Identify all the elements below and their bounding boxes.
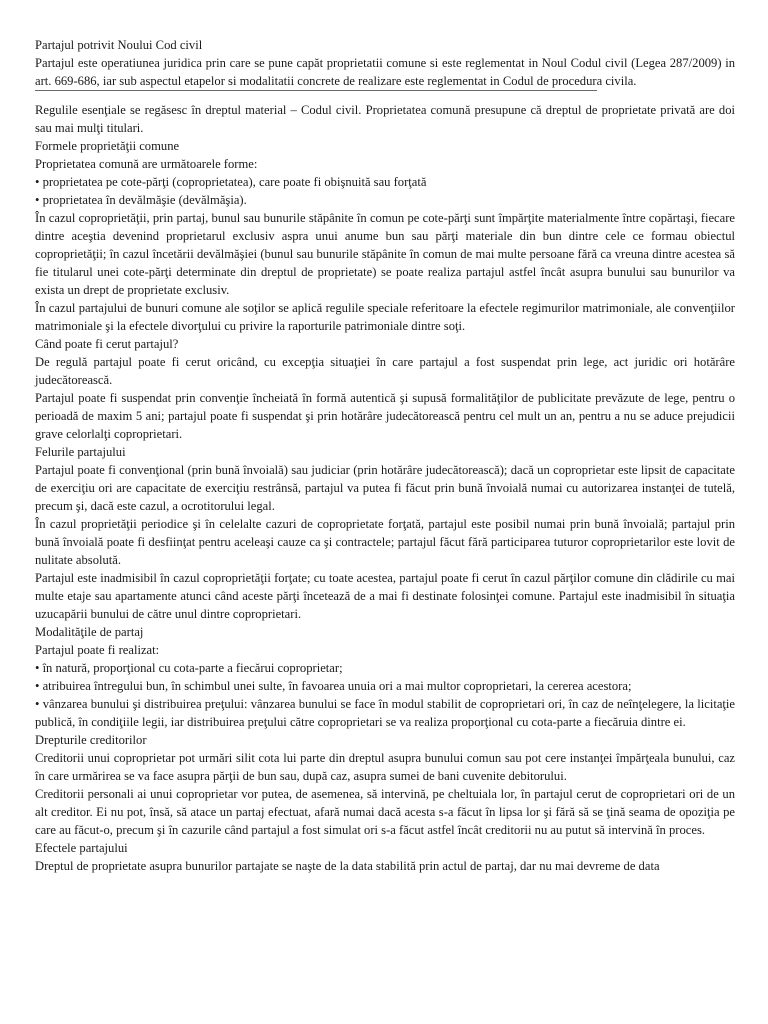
intro-paragraph: Partajul este operatiunea juridica prin care se pune capăt proprietatii comune si este reglementat in Noul Codul civil (Legea 287/2009) in art. 669-686, iar sub aspectul etapelor si modalitatii concrete de realizare este reglementat in Codul de procedura civila. (35, 56, 735, 88)
bullet-item: • vânzarea bunului şi distribuirea preţului: vânzarea bunului se face în modul stabilit de coproprietari ori, în caz de neînţelegere, la licitaţie publică, în condiţiile legii, iar distribuirea preţului către coproprietari se va realiza proporţional cu cota-parte a fiecăruia dintre ei. (35, 695, 735, 731)
paragraph: De regulă partajul poate fi cerut oricând, cu excepţia situaţiei în care partajul a fost suspendat prin lege, act juridic ori hotărâre judecătorească. (35, 355, 735, 387)
intro-title: Partajul potrivit Noului Cod civil (35, 38, 203, 52)
intro-section (35, 36, 735, 90)
document-body (35, 101, 735, 875)
bullet-item: • atribuirea întregului bun, în schimbul unei sulte, în favoarea unuia ori a mai multor coproprietari, la cererea acestora; (35, 677, 735, 695)
paragraph: În cazul partajului de bunuri comune ale soţilor se aplică regulile speciale referitoare la efectele regimurilor matrimoniale, ale convenţiilor matrimoniale şi la efectele divorţului cu privire la raporturile patrimoniale dintre soţi. (35, 301, 735, 333)
paragraph: Partajul este inadmisibil în cazul coproprietăţii forţate; cu toate acestea, partajul poate fi cerut în cazul părţilor comune din clădirile cu mai multe etaje sau apartamente atunci când aceste părţi încetează de a mai fi destinate folosinţei comune. Partajul este inadmisibil în situaţia uzucapării bunului de către unul dintre coproprietari. (35, 571, 735, 621)
paragraph: În cazul coproprietăţii, prin partaj, bunul sau bunurile stăpânite în comun pe cote-părţi sunt împărţite materialmente între copărtaşi, fiecare dintre aceştia devenind proprietarul exclusiv aspra unui anume bun sau părţi materiale din bun dintre cele ce formau obiectul coproprietăţii; în cazul încetării devălmăşiei (bunul sau bunurile stăpânite în comun de mai multe persoane fără ca vreuna dintre acestea să fie titularul unei cote-părţi determinate din dreptul de proprietate) se poate realiza partajul astfel încât asupra bunului sau bunurilor va exista un drept de proprietate exclusiv. (35, 211, 735, 297)
section-heading: Modalităţile de partaj (35, 625, 144, 639)
paragraph: Regulile esenţiale se regăsesc în dreptul material – Codul civil. Proprietatea comună presupune că dreptul de proprietate privată are doi sau mai mulţi titulari. (35, 103, 735, 135)
section-heading: Formele proprietăţii comune (35, 139, 180, 153)
paragraph: Creditorii personali ai unui coproprietar vor putea, de asemenea, să intervină, pe cheltuiala lor, în partajul cerut de coproprietari ori de un alt creditor. Ei nu pot, însă, să atace un partaj efectuat, afară numai dacă acesta s-a făcut în lipsa lor şi fără să se ţină seama de opoziţia pe care au făcut-o, precum şi în cazurile când partajul a fost simulat ori s-a făcut astfel încât creditorii nu au putut să intervină în proces. (35, 787, 735, 837)
paragraph: Partajul poate fi suspendat prin convenţie încheiată în formă autentică şi supusă formalităţilor de publicitate prevăzute de lege, pentru o perioadă de maxim 5 ani; partajul poate fi suspendat şi prin hotărâre judecătorească pentru cel mult un an, pentru a nu se aduce prejudicii grave celorlalţi coproprietari. (35, 391, 735, 441)
paragraph: Partajul poate fi convenţional (prin bună învoială) sau judiciar (prin hotărâre judecătorească); dacă un coproprietar este lipsit de capacitate de exerciţiu ori are capacitate de exerciţiu restrânsă, partajul va putea fi făcut prin bună învoială numai cu autorizarea instanţei de tutelă, precum şi, dacă este cazul, a ocrotitorului legal. (35, 463, 735, 513)
section-heading: Efectele partajului (35, 841, 128, 855)
bullet-item: • proprietatea pe cote-părţi (coproprietatea), care poate fi obişnuită sau forţată (35, 173, 735, 191)
bullet-item: • în natură, proporţional cu cota-parte a fiecărui coproprietar; (35, 659, 735, 677)
paragraph: În cazul proprietăţii periodice şi în celelalte cazuri de coproprietate forţată, partajul este posibil numai prin bună învoială; partajul prin bună învoială poate fi desfiinţat pentru aceleaşi cauze ca şi contractele; partajul făcut fără participarea tuturor coproprietarilor este lovit de nulitate absolută. (35, 517, 735, 567)
section-heading: Când poate fi cerut partajul? (35, 337, 179, 351)
section-heading: Drepturile creditorilor (35, 733, 147, 747)
paragraph: Dreptul de proprietate asupra bunurilor partajate se naşte de la data stabilită prin actul de partaj, dar nu mai devreme de data (35, 859, 660, 873)
paragraph: Partajul poate fi realizat: (35, 643, 160, 657)
section-heading: Felurile partajului (35, 445, 126, 459)
spacer (35, 91, 735, 101)
paragraph: Proprietatea comună are următoarele forme: (35, 157, 258, 171)
paragraph: Creditorii unui coproprietar pot urmări silit cota lui parte din dreptul asupra bunului comun sau pot cere instanţei împărţeala bunului, caz în care urmărirea se va face asupra părţii de bun sau, după caz, asupra sumei de bani cuvenite debitorului. (35, 751, 735, 783)
document-page (35, 36, 735, 875)
bullet-item: • proprietatea în devălmăşie (devălmăşia). (35, 191, 735, 209)
